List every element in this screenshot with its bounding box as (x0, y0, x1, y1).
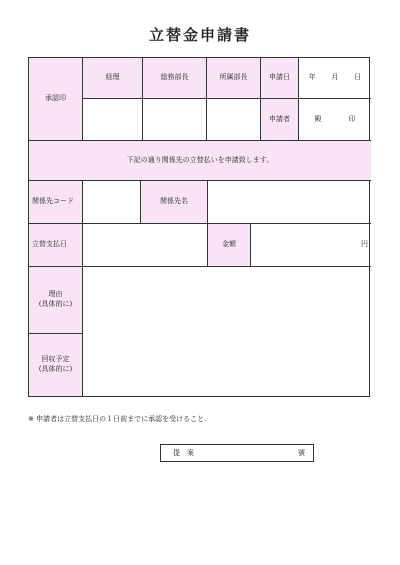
related-name-input[interactable] (207, 180, 371, 223)
application-date-label: 申請日 (260, 58, 298, 98)
reason-label: 理由 (具体的に) (29, 266, 82, 333)
related-code-input[interactable] (82, 180, 140, 223)
applicant-seal: 印 (348, 114, 356, 123)
applicant-field[interactable] (298, 98, 371, 140)
application-form (28, 57, 370, 397)
approval-label: 承認印 (29, 58, 82, 140)
related-name-label: 関係先名 (140, 180, 207, 223)
year-unit: 年 (308, 73, 316, 82)
approval-stamp-department[interactable] (206, 98, 260, 140)
related-code-label: 関係先コード (29, 180, 82, 223)
payment-date-label: 立替支払日 (29, 223, 82, 266)
request-statement: 下記の通り関係先の立替払いを申請致します。 (29, 140, 371, 180)
month-unit: 月 (331, 73, 339, 82)
approval-deadline-note: ※ 申請者は立替支払日の１日前までに承認を受けること. (28, 415, 207, 423)
proposal-number-box[interactable] (160, 444, 314, 462)
approval-stamp-accounting[interactable] (82, 98, 142, 140)
proposal-suffix: 號 (298, 449, 305, 457)
collection-plan-label: 回収予定 (具体的に) (29, 333, 82, 396)
day-unit: 日 (354, 73, 362, 82)
amount-unit: 円 (361, 240, 368, 249)
application-date-field[interactable] (298, 58, 371, 98)
approval-header-department: 所属部長 (206, 58, 260, 98)
applicant-label: 申請者 (260, 98, 298, 140)
amount-label: 金額 (207, 223, 250, 266)
applicant-honorific: 殿 (314, 114, 322, 123)
reason-and-collection-input[interactable] (82, 266, 371, 396)
amount-input[interactable] (250, 223, 371, 266)
proposal-label: 提 案 (173, 449, 194, 457)
document-title: 立替金申請書 (148, 26, 251, 44)
payment-date-input[interactable] (82, 223, 207, 266)
approval-header-accounting: 経理 (82, 58, 142, 98)
approval-header-general-affairs: 総務部長 (142, 58, 206, 98)
approval-stamp-general-affairs[interactable] (142, 98, 206, 140)
